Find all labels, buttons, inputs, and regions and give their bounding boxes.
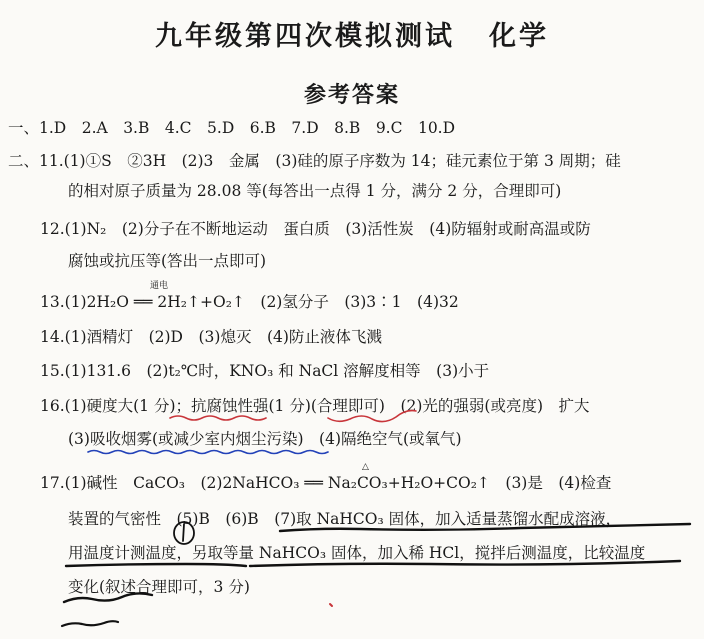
answer-line-13: 用温度计测温度，另取等量 NaHCO₃ 固体，加入稀 HCl，搅拌后测温度，比较温度 [68, 544, 646, 562]
answer-line-7: 14.(1)酒精灯 (2)D (3)熄灭 (4)防止液体飞溅 [40, 328, 382, 346]
title-subject: 化学 [489, 21, 549, 52]
heating-condition: △ [362, 462, 369, 472]
answer-line-4: 12.(1)N₂ (2)分子在不断地运动 蛋白质 (3)活性炭 (4)防辐射或耐高温或防 [40, 220, 591, 238]
answer-line-2: 二、11.(1)①S ②3H (2)3 金属 (3)硅的原子序数为 14；硅元素位于第 3 周期；硅 [8, 152, 621, 170]
answer-line-8: 15.(1)131.6 (2)t₂℃时，KNO₃ 和 NaCl 溶解度相等 (3)小于 [40, 362, 490, 380]
answer-line-5: 腐蚀或抗压等(答出一点即可) [68, 252, 267, 270]
page-title [0, 14, 704, 53]
answer-line-1: 一、1.D 2.A 3.B 4.C 5.D 6.B 7.D 8.B 9.C 10.D [8, 119, 456, 137]
answer-line-14: 变化(叙述合理即可，3 分) [68, 578, 250, 596]
title-main: 九年级第四次模拟测试 [155, 21, 455, 52]
answer-line-12: 装置的气密性 (5)B (6)B (7)取 NaHCO₃ 固体，加入适量蒸馏水配成溶液， [68, 510, 622, 528]
answer-line-3: 的相对原子质量为 28.08 等(每答出一点得 1 分，满分 2 分，合理即可) [68, 182, 562, 200]
answer-line-6: 13.(1)2H₂O ══ 2H₂↑+O₂↑ (2)氢分子 (3)3∶1 (4)32 [40, 293, 459, 311]
answer-line-10: (3)吸收烟雾(或减少室内烟尘污染) (4)隔绝空气(或氧气) [68, 430, 462, 448]
answer-line-11: 17.(1)碱性 CaCO₃ (2)2NaHCO₃ ══ Na₂CO₃+H₂O+CO₂↑ (3)是 (4)检查 [40, 474, 612, 492]
page-subtitle: 参考答案 [303, 83, 400, 108]
electrolysis-condition: 通电 [150, 281, 169, 291]
answer-line-9: 16.(1)硬度大(1 分)；抗腐蚀性强(1 分)(合理即可) (2)光的强弱(或亮度) 扩大 [40, 397, 590, 415]
